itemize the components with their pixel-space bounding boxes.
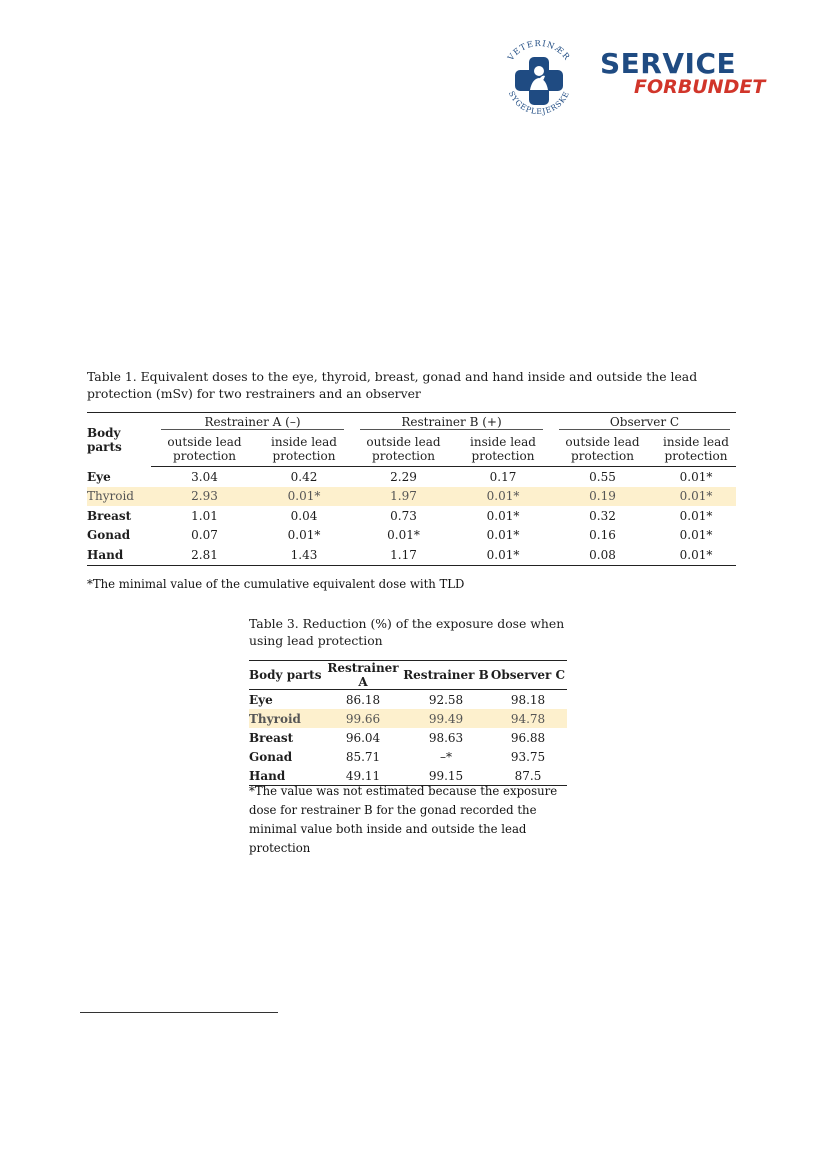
serviceforbundet-logo [600, 47, 766, 98]
value-cell: 0.01* [387, 528, 420, 543]
value-cell: 2.93 [151, 487, 258, 507]
table3-caption: Table 3. Reduction (%) of the exposure dose when using lead protection [249, 616, 565, 648]
table-row [87, 545, 736, 565]
veterinaer-sygeplejerske-logo [497, 30, 581, 130]
value-cell: 0.07 [191, 528, 218, 543]
value-cell: 1.97 [350, 487, 457, 507]
table3-header-row [249, 661, 567, 690]
value-cell: 0.01* [656, 487, 736, 507]
value-cell: 1.01 [191, 508, 218, 523]
table1-sub-header: outside lead protection [350, 432, 457, 467]
value-cell: 0.55 [589, 469, 616, 484]
table-row [87, 467, 736, 487]
table3-header-cell: Restrainer B [403, 661, 489, 690]
table1-caption: Table 1. Equivalent doses to the eye, thyroid, breast, gonad and hand inside and outside the lead protection (mSv) for two restrainers and an observer [87, 369, 698, 401]
table3-header-cell: Observer C [489, 661, 567, 690]
table1-sub-header: inside lead protection [656, 432, 736, 467]
value-cell: 87.5 [489, 766, 567, 786]
value-cell: 0.01* [457, 545, 549, 565]
value-cell: 99.49 [403, 709, 489, 728]
body-part-cell: Breast [249, 730, 294, 745]
table-row [249, 747, 567, 766]
body-part-cell: Eye [249, 692, 273, 707]
table-row [249, 690, 567, 710]
value-cell: 94.78 [489, 709, 567, 728]
table-row-highlighted [87, 487, 736, 507]
value-cell: 0.17 [489, 469, 517, 484]
svg-text:SYGEPLEJERSKE: SYGEPLEJERSKE [506, 89, 572, 117]
value-cell: 0.32 [589, 508, 616, 523]
body-part-cell: Gonad [249, 749, 293, 764]
value-cell: 98.18 [510, 692, 546, 707]
cross-icon [515, 57, 563, 105]
table1-sub-header: outside lead protection [151, 432, 258, 467]
table1-sub-header: inside lead protection [258, 432, 350, 467]
value-cell: 99.66 [323, 709, 403, 728]
value-cell: 0.01* [486, 508, 520, 523]
table1-body-parts-header: Body parts [87, 413, 151, 467]
value-cell: 96.04 [345, 730, 381, 745]
value-cell: 0.01* [457, 487, 549, 507]
value-cell: 86.18 [345, 692, 381, 707]
table-row [249, 728, 567, 747]
value-cell: 0.01* [486, 528, 520, 543]
value-cell: 2.81 [151, 545, 258, 565]
value-cell: 98.63 [428, 730, 464, 745]
value-cell: –* [440, 749, 452, 764]
value-cell: 99.15 [403, 766, 489, 786]
table3-footnote: *The value was not estimated because the exposure dose for restrainer B for the gonad recorded the minimal value both inside and outside the lead protection [249, 784, 558, 855]
table3-header-cell: Restrainer A [323, 661, 403, 690]
value-cell: 0.01* [679, 469, 713, 484]
value-cell: 96.88 [510, 730, 546, 745]
table1-group-header: Restrainer B (+) [350, 413, 549, 433]
value-cell: 0.73 [390, 508, 417, 523]
value-cell: 0.08 [549, 545, 656, 565]
value-cell: 0.01* [287, 528, 321, 543]
value-cell: 1.17 [350, 545, 457, 565]
body-part-cell: Eye [87, 469, 111, 484]
value-cell: 92.58 [428, 692, 464, 707]
table1 [87, 412, 736, 566]
table1-footnote: *The minimal value of the cumulative equivalent dose with TLD [87, 577, 465, 591]
logo-service-text: SERVICE [600, 47, 737, 80]
body-part-cell: Thyroid [249, 709, 323, 728]
table1-sub-header: outside lead protection [549, 432, 656, 467]
table1-group-header-row [87, 413, 736, 433]
table1-group-header: Restrainer A (–) [151, 413, 350, 433]
table3 [249, 660, 567, 786]
table-row-highlighted [249, 709, 567, 728]
logo-forbundet-text: FORBUNDET [634, 76, 766, 98]
footnote-separator-line [80, 1012, 278, 1013]
value-cell: 93.75 [510, 749, 546, 764]
table1-sub-header-row [87, 432, 736, 467]
value-cell: 0.16 [589, 528, 616, 543]
value-cell: 49.11 [323, 766, 403, 786]
body-part-cell: Hand [87, 545, 151, 565]
table-row [87, 506, 736, 526]
body-part-cell: Gonad [87, 528, 131, 543]
value-cell: 0.01* [679, 508, 713, 523]
body-part-cell: Breast [87, 508, 132, 523]
value-cell: 3.04 [191, 469, 218, 484]
table1-sub-header: inside lead protection [457, 432, 549, 467]
value-cell: 0.04 [290, 508, 318, 523]
table-row [87, 526, 736, 546]
value-cell: 0.01* [656, 545, 736, 565]
svg-text:VETERINÆR: VETERINÆR [505, 37, 573, 63]
value-cell: 85.71 [345, 749, 381, 764]
table1-group-header: Observer C [549, 413, 736, 433]
value-cell: 0.42 [290, 469, 318, 484]
value-cell: 2.29 [390, 469, 417, 484]
value-cell: 0.01* [258, 487, 350, 507]
table3-header-cell: Body parts [249, 661, 323, 690]
body-part-cell: Hand [249, 766, 323, 786]
value-cell: 0.19 [549, 487, 656, 507]
body-part-cell: Thyroid [87, 487, 151, 507]
value-cell: 0.01* [679, 528, 713, 543]
value-cell: 1.43 [258, 545, 350, 565]
